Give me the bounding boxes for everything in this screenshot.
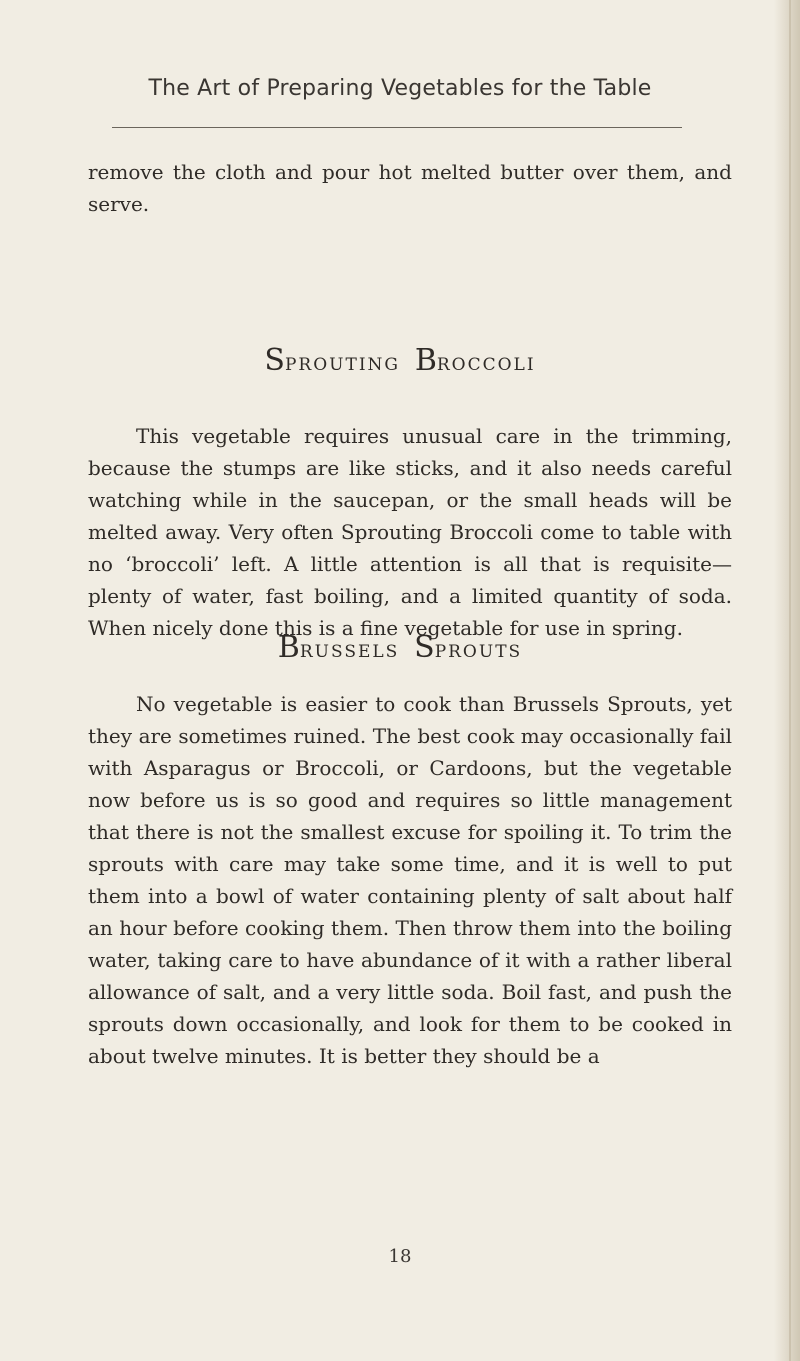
page-number: 18 xyxy=(388,1246,412,1267)
page-edge-shadow xyxy=(774,0,800,1361)
page-edge-line xyxy=(789,0,791,1361)
heading-word: PROUTS xyxy=(434,642,523,662)
heading-initial: B xyxy=(277,630,300,665)
heading-word: PROUTING xyxy=(284,355,400,375)
heading-word: ROCCOLI xyxy=(436,355,536,375)
heading-word: RUSSELS xyxy=(299,642,400,662)
intro-paragraph: remove the cloth and pour hot melted butter over them, and serve. xyxy=(88,160,732,216)
heading-initial: S xyxy=(264,343,285,378)
heading-initial: B xyxy=(414,343,437,378)
sprouting-broccoli-paragraph: This vegetable requires unusual care in the trimming, because the stumps are like sticks, and it also needs careful watching while in the saucepan, or the small heads will be melted away. Very often Sprouting Broccoli come to table with no ‘broccoli’ left. A little attention is all that is requisite—plenty of water, fast boiling, and a limited quantity of soda. When nicely done this is a fine vegetable for use in spring. xyxy=(88,424,732,640)
header-rule xyxy=(112,127,682,128)
brussels-sprouts-paragraph: No vegetable is easier to cook than Brussels Sprouts, yet they are sometimes ruined. The best cook may occasionally fail with Asparagus or Broccoli, or Cardoons, but the vegetable now before us is so good and requires so little management that there is not the smallest excuse for spoiling it. To trim the sprouts with care may take some time, and it is well to put them into a bowl of water containing plenty of salt about half an hour before cooking them. Then throw them into the boiling water, taking care to have abundance of it with a rather liberal allowance of salt, and a very little soda. Boil fast, and push the sprouts down occasionally, and look for them to be cooked in about twelve minutes. It is better they should be a xyxy=(88,692,732,1068)
heading-initial: S xyxy=(414,630,435,665)
running-head: The Art of Preparing Vegetables for the Table xyxy=(148,76,652,101)
section-heading-brussels-sprouts xyxy=(0,630,800,665)
section-heading-sprouting-broccoli xyxy=(0,343,800,378)
